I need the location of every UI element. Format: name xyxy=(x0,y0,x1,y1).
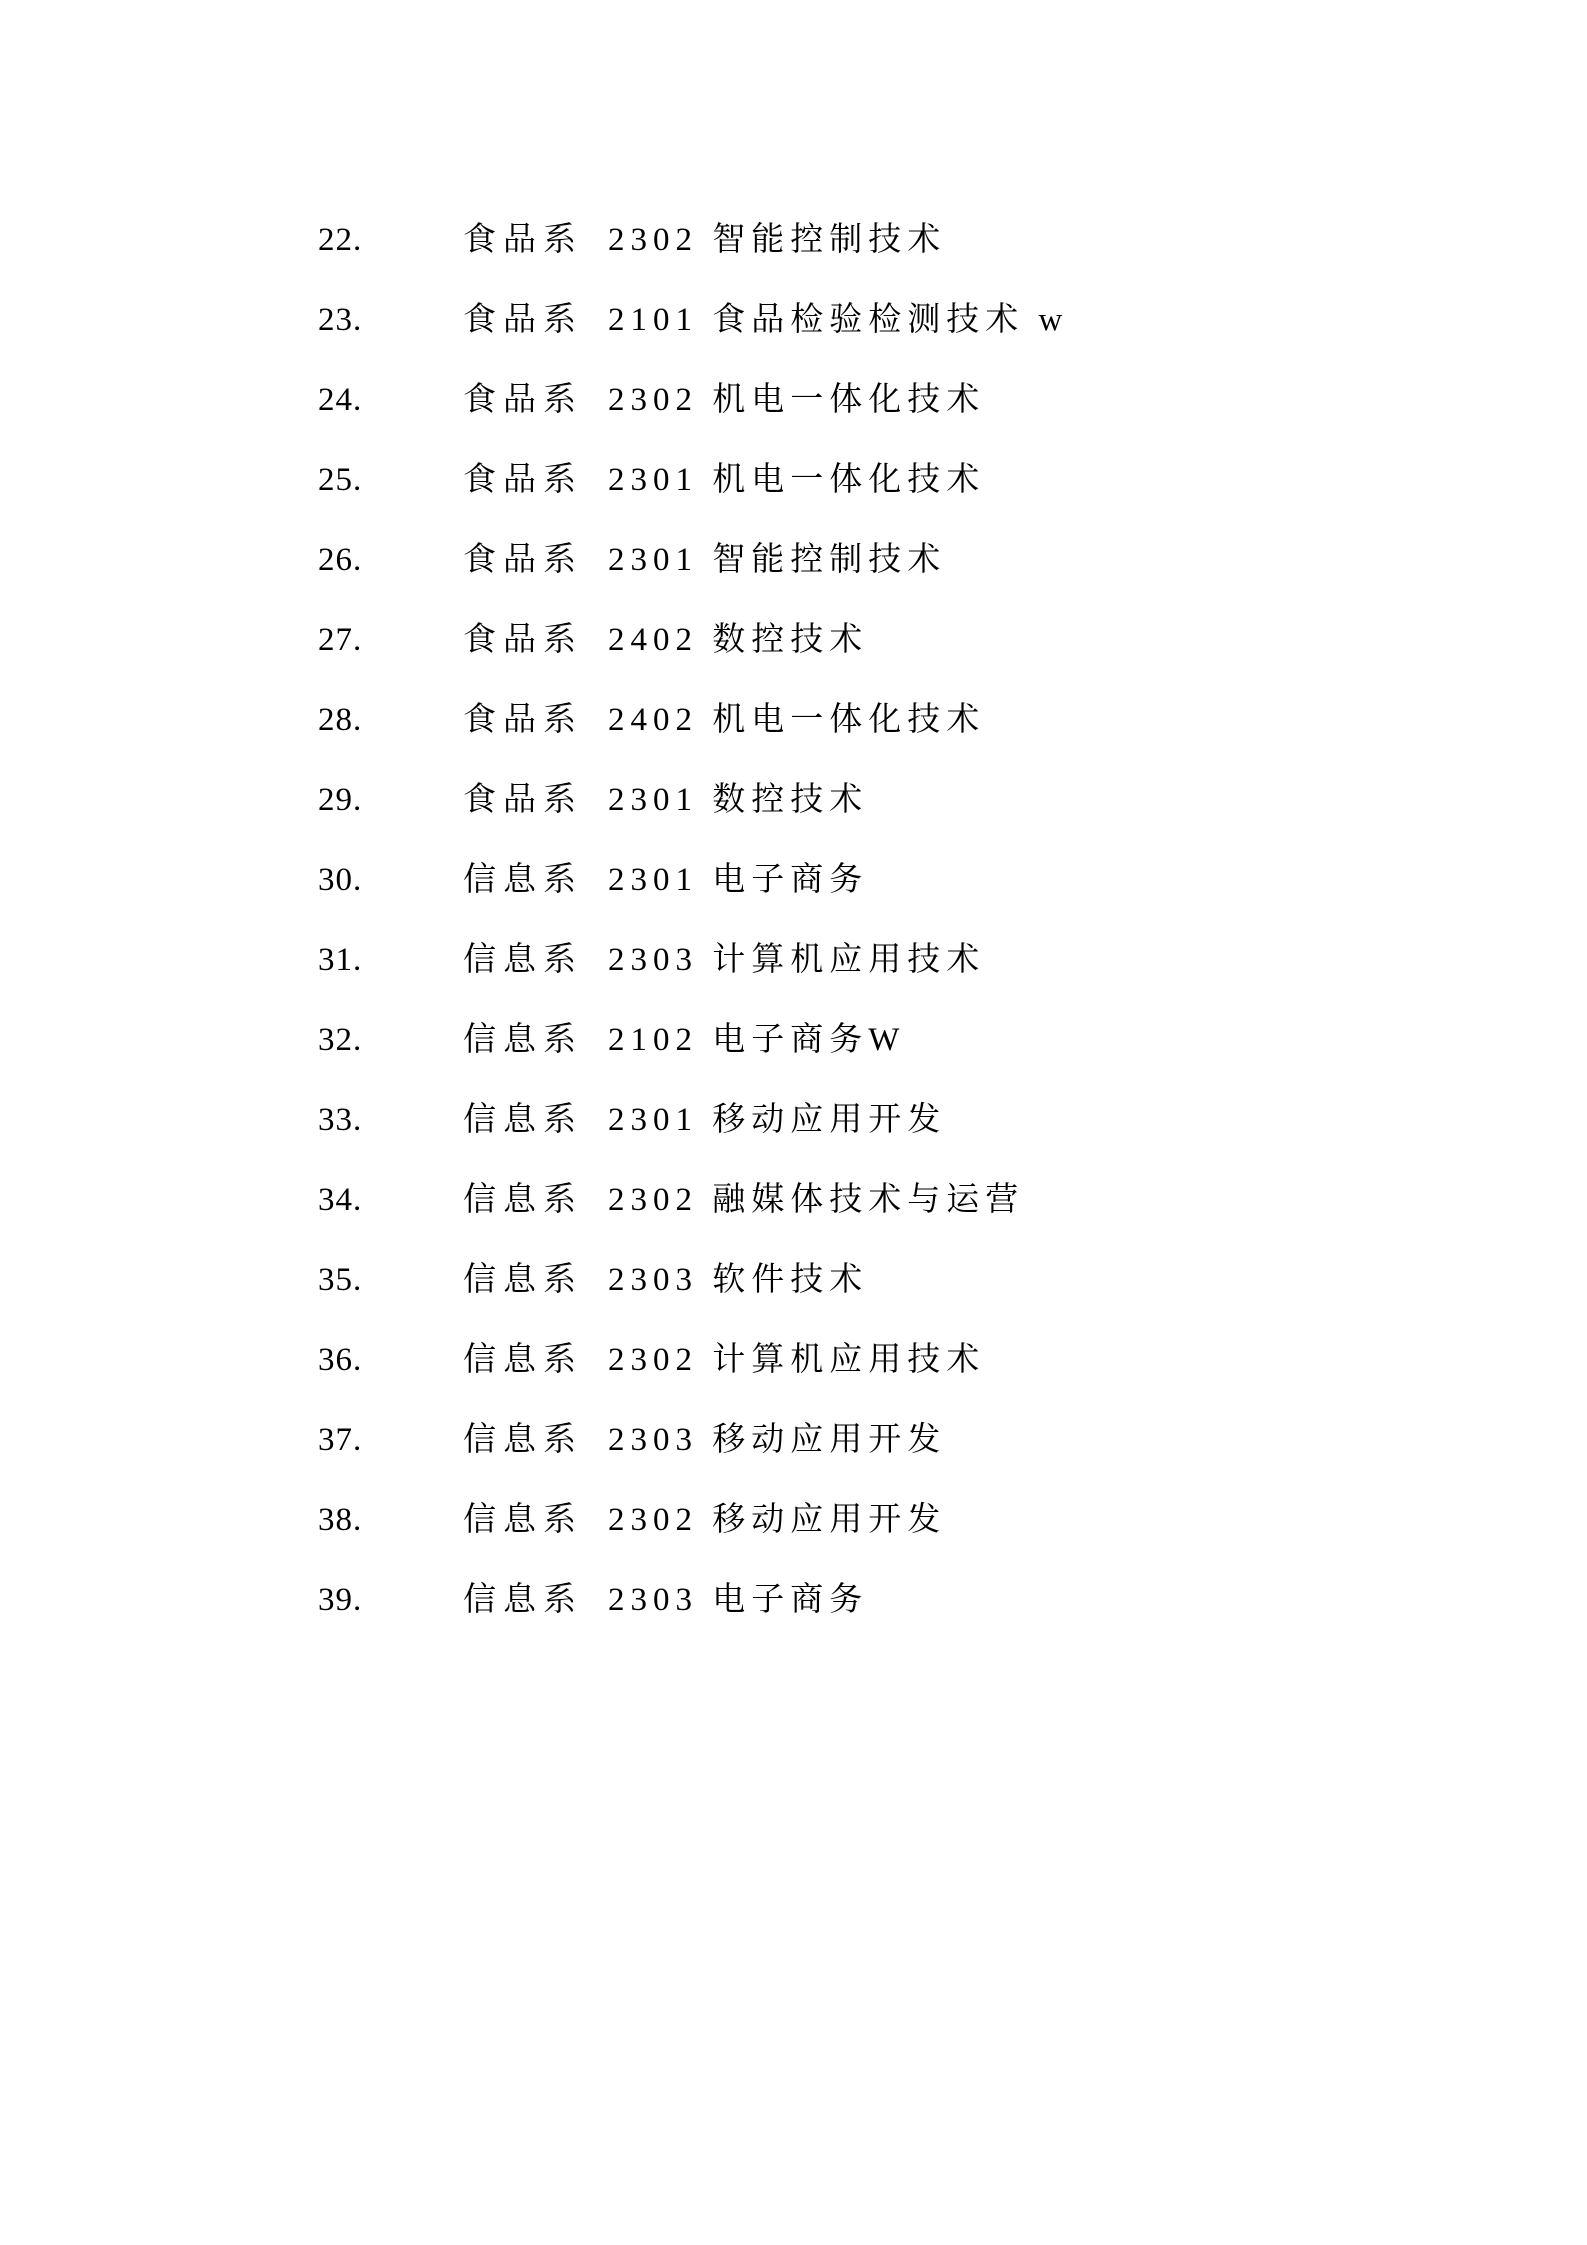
item-class-name: 2302 智能控制技术 xyxy=(608,221,947,258)
list-item xyxy=(318,440,1587,520)
item-class-name: 2303 软件技术 xyxy=(608,1261,869,1298)
item-number: 29. xyxy=(318,781,363,818)
item-class-name: 2301 机电一体化技术 xyxy=(608,461,986,498)
item-department: 食品系 xyxy=(463,781,583,818)
item-department: 信息系 xyxy=(463,1101,583,1138)
item-number: 34. xyxy=(318,1181,363,1218)
list-item xyxy=(318,280,1587,360)
list-item xyxy=(318,200,1587,280)
item-department: 信息系 xyxy=(463,1581,583,1618)
item-class-name: 2402 数控技术 xyxy=(608,621,869,658)
item-number: 25. xyxy=(318,461,363,498)
item-class-name: 2303 电子商务 xyxy=(608,1581,869,1618)
item-department: 食品系 xyxy=(463,621,583,658)
item-department: 信息系 xyxy=(463,1341,583,1378)
list-item xyxy=(318,1240,1587,1320)
item-class-name: 2302 移动应用开发 xyxy=(608,1501,947,1538)
list-item xyxy=(318,1080,1587,1160)
item-department: 食品系 xyxy=(463,221,583,258)
item-class-name: 2301 电子商务 xyxy=(608,861,869,898)
item-department: 食品系 xyxy=(463,701,583,738)
item-department: 食品系 xyxy=(463,541,583,578)
list-item xyxy=(318,1560,1587,1640)
item-department: 食品系 xyxy=(463,381,583,418)
list-item xyxy=(318,920,1587,1000)
item-class-name: 2303 移动应用开发 xyxy=(608,1421,947,1458)
item-number: 39. xyxy=(318,1581,363,1618)
list-item xyxy=(318,1400,1587,1480)
item-department: 食品系 xyxy=(463,301,583,338)
item-class-name: 2302 融媒体技术与运营 xyxy=(608,1181,1025,1218)
item-number: 30. xyxy=(318,861,363,898)
item-department: 信息系 xyxy=(463,1261,583,1298)
item-class-name: 2302 计算机应用技术 xyxy=(608,1341,986,1378)
item-class-name: 2101 食品检验检测技术 w xyxy=(608,301,1069,338)
item-class-name: 2301 数控技术 xyxy=(608,781,869,818)
list-item xyxy=(318,360,1587,440)
item-number: 26. xyxy=(318,541,363,578)
item-class-name: 2303 计算机应用技术 xyxy=(608,941,986,978)
class-list xyxy=(318,200,1587,1640)
item-number: 24. xyxy=(318,381,363,418)
item-number: 23. xyxy=(318,301,363,338)
item-class-name: 2301 移动应用开发 xyxy=(608,1101,947,1138)
item-class-name: 2102 电子商务W xyxy=(608,1021,906,1058)
item-department: 食品系 xyxy=(463,461,583,498)
item-class-name: 2301 智能控制技术 xyxy=(608,541,947,578)
list-item xyxy=(318,1000,1587,1080)
item-number: 32. xyxy=(318,1021,363,1058)
list-item xyxy=(318,1480,1587,1560)
list-item xyxy=(318,1320,1587,1400)
item-number: 38. xyxy=(318,1501,363,1538)
list-item xyxy=(318,760,1587,840)
item-number: 22. xyxy=(318,221,363,258)
list-item xyxy=(318,680,1587,760)
item-number: 31. xyxy=(318,941,363,978)
item-class-name: 2402 机电一体化技术 xyxy=(608,701,986,738)
item-number: 27. xyxy=(318,621,363,658)
item-number: 35. xyxy=(318,1261,363,1298)
item-number: 28. xyxy=(318,701,363,738)
item-department: 信息系 xyxy=(463,1021,583,1058)
list-item xyxy=(318,840,1587,920)
list-item xyxy=(318,1160,1587,1240)
list-item xyxy=(318,600,1587,680)
item-department: 信息系 xyxy=(463,1501,583,1538)
item-number: 33. xyxy=(318,1101,363,1138)
item-department: 信息系 xyxy=(463,941,583,978)
item-department: 信息系 xyxy=(463,1421,583,1458)
item-class-name: 2302 机电一体化技术 xyxy=(608,381,986,418)
item-number: 37. xyxy=(318,1421,363,1458)
item-department: 信息系 xyxy=(463,861,583,898)
item-department: 信息系 xyxy=(463,1181,583,1218)
item-number: 36. xyxy=(318,1341,363,1378)
list-item xyxy=(318,520,1587,600)
